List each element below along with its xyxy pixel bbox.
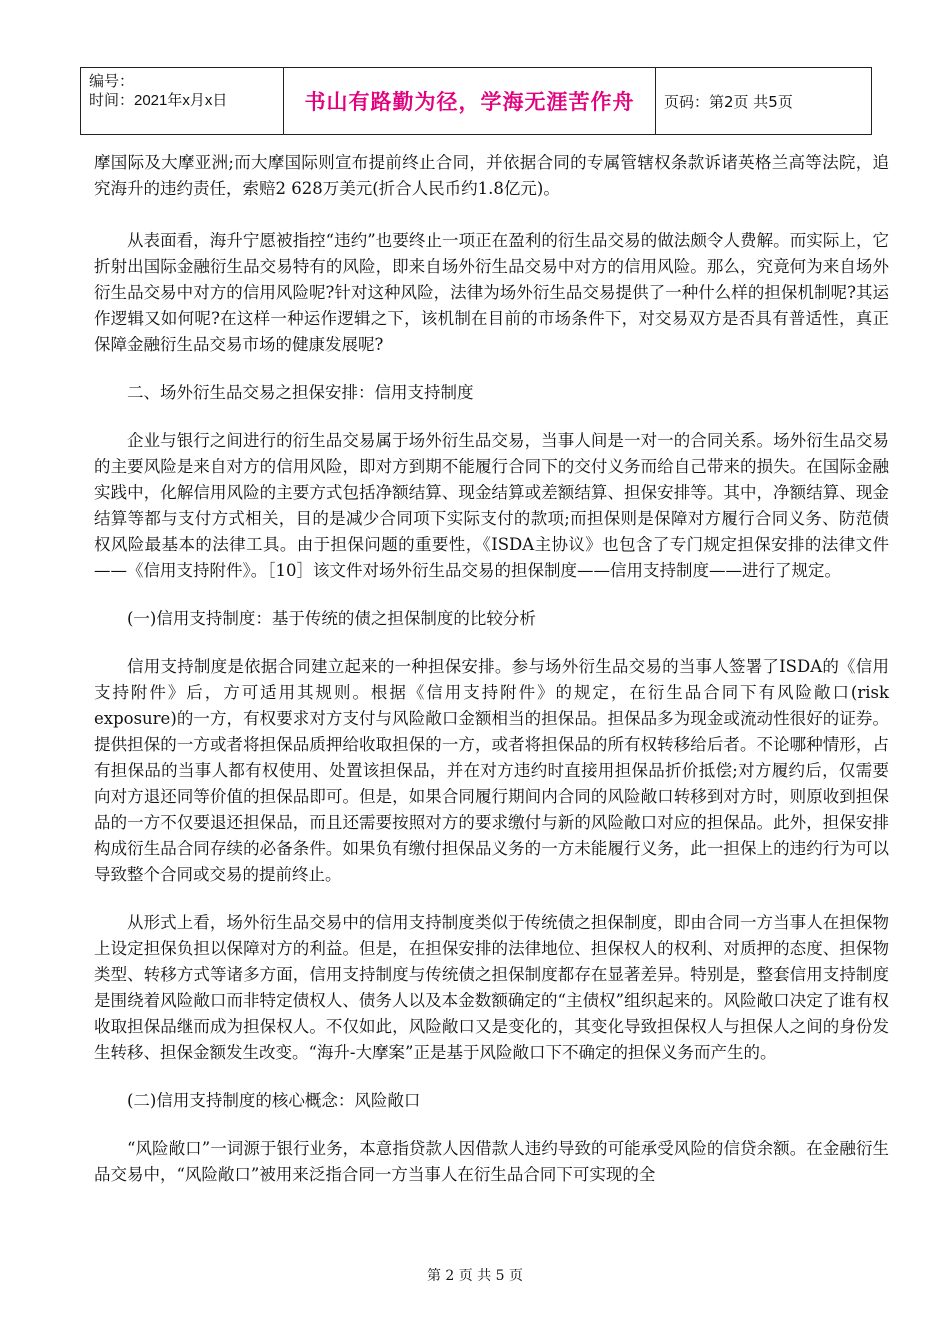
section-heading: 二、场外衍生品交易之担保安排：信用支持制度 xyxy=(127,383,474,402)
document-body xyxy=(94,150,889,1210)
page-footer-number: 第 2 页 共 5 页 xyxy=(426,1268,524,1284)
header-page-label: 页码：第2页 共5页 xyxy=(664,92,793,111)
doc-date-label: 时间：2021年x月x日 xyxy=(89,92,228,109)
header-motto: 书山有路勤为径，学海无涯苦作舟 xyxy=(284,68,656,134)
page-header-table xyxy=(80,67,872,135)
body-paragraph: 从形式上看，场外衍生品交易中的信用支持制度类似于传统债之担保制度，即由合同一方当事人在担保物上设定担保负担以保障对方的利益。但是，在担保安排的法律地位、担保权人的权利、对质押的态度、担保物类型、转移方式等诸多方面，信用支持制度与传统债之担保制度都存在显著差异。特别是，整套信用支持制度是围绕着风险敞口而非特定债权人、债务人以及本金数额确定的“主债权”组织起来的。风险敞口决定了谁有权收取担保品继而成为担保权人。不仅如此，风险敞口又是变化的，其变化导致担保权人与担保人之间的身份发生转移、担保金额发生改变。“海升-大摩案”正是基于风险敞口下不确定的担保义务而产生的。 xyxy=(94,913,889,1062)
subsection-heading: (二)信用支持制度的核心概念：风险敞口 xyxy=(127,1091,421,1110)
body-paragraph: 企业与银行之间进行的衍生品交易属于场外衍生品交易，当事人间是一对一的合同关系。场外衍生品交易的主要风险是来自对方的信用风险，即对方到期不能履行合同下的交付义务而给自己带来的损失。在国际金融实践中，化解信用风险的主要方式包括净额结算、现金结算或差额结算、担保安排等。其中，净额结算、现金结算等都与支付方式相关，目的是减少合同项下实际支付的款项;而担保则是保障对方履行合同义务、防范债权风险最基本的法律工具。由于担保问题的重要性，《ISDA主协议》也包含了专门规定担保安排的法律文件——《信用支持附件》。［10］该文件对场外衍生品交易的担保制度——信用支持制度——进行了规定。 xyxy=(94,431,889,580)
doc-number-label: 编号： xyxy=(89,73,135,90)
subsection-heading: (一)信用支持制度：基于传统的债之担保制度的比较分析 xyxy=(127,609,536,628)
body-paragraph: 从表面看，海升宁愿被指控“违约”也要终止一项正在盈利的衍生品交易的做法颇令人费解。而实际上，它折射出国际金融衍生品交易特有的风险，即来自场外衍生品交易中对方的信用风险。那么，究竟何为来自场外衍生品交易中对方的信用风险呢?针对这种风险，法律为场外衍生品交易提供了一种什么样的担保机制呢?其运作逻辑又如何呢?在这样一种运作逻辑之下，该机制在目前的市场条件下，对交易双方是否具有普适性，真正保障金融衍生品交易市场的健康发展呢? xyxy=(94,231,889,354)
body-paragraph-continuation: 摩国际及大摩亚洲;而大摩国际则宣布提前终止合同，并依据合同的专属管辖权条款诉诸英格兰高等法院，追究海升的违约责任，索赔2 628万美元(折合人民币约1.8亿元)。 xyxy=(94,153,889,198)
body-paragraph: 信用支持制度是依据合同建立起来的一种担保安排。参与场外衍生品交易的当事人签署了ISDA的《信用支持附件》后，方可适用其规则。根据《信用支持附件》的规定，在衍生品合同下有风险敞口(risk exposure)的一方，有权要求对方支付与风险敞口金额相当的担保品。担保品多为现金或流动性很好的证券。提供担保的一方或者将担保品质押给收取担保的一方，或者将担保品的所有权转移给后者。不论哪种情形，占有担保品的当事人都有权使用、处置该担保品，并在对方违约时直接用担保品折价抵偿;对方履约后，仅需要向对方退还同等价值的担保品即可。但是，如果合同履行期间内合同的风险敞口转移到对方时，则原收到担保品的一方不仅要退还担保品，而且还需要按照对方的要求缴付与新的风险敞口对应的担保品。此外，担保安排构成衍生品合同存续的必备条件。如果负有缴付担保品义务的一方未能履行义务，此一担保上的违约行为可以导致整个合同或交易的提前终止。 xyxy=(94,657,889,884)
body-paragraph: “风险敞口”一词源于银行业务，本意指贷款人因借款人违约导致的可能承受风险的信贷余额。在金融衍生品交易中，“风险敞口”被用来泛指合同一方当事人在衍生品合同下可实现的全 xyxy=(94,1139,889,1184)
header-meta-cell xyxy=(81,68,284,134)
